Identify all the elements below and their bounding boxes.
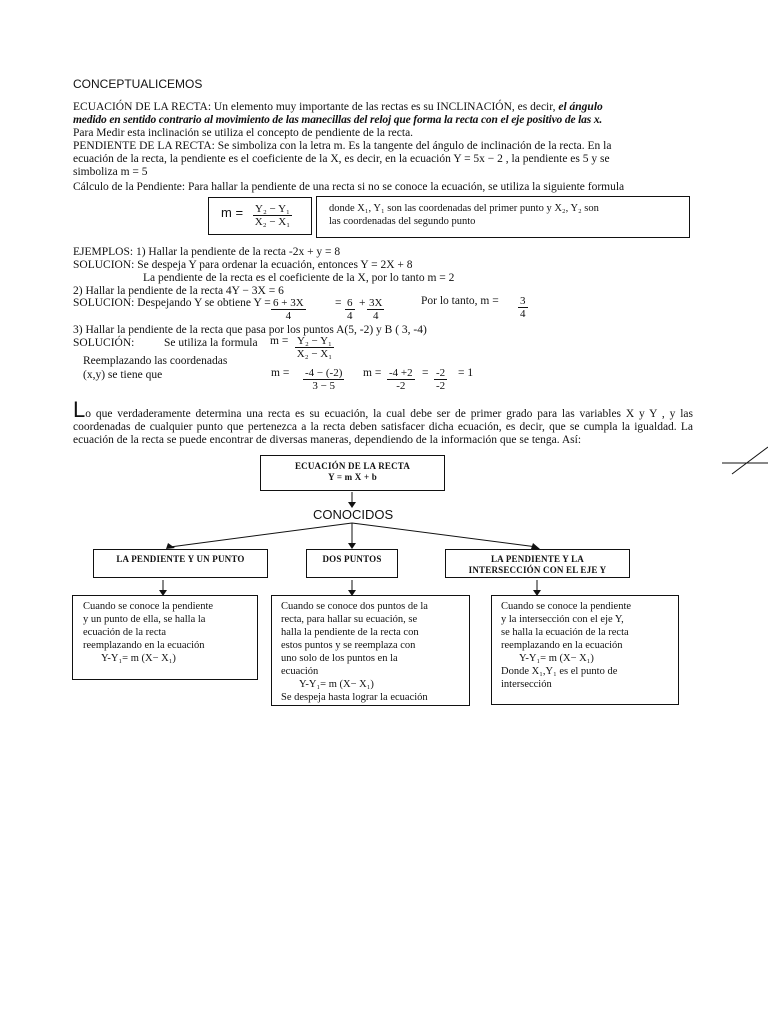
- intro-bold-1: el ángulo: [558, 101, 603, 113]
- calc-den-1: 3 − 5: [312, 380, 336, 392]
- sol2-plus: +: [359, 297, 366, 309]
- drop-cap: L: [73, 397, 86, 422]
- formula-lhs: m =: [221, 205, 244, 220]
- branch-3-line-2: y la intersección con el eje Y,: [501, 614, 624, 625]
- branch-3-equation: Y-Y₁= m (X− X₁): [519, 653, 594, 664]
- pendiente-line-4: Cálculo de la Pendiente: Para hallar la pendiente de una recta si no se conoce la ecuación, se utiliza la siguiente formula: [73, 181, 625, 193]
- paragraph-text: o que verdaderamente determina una recta es su ecuación, la cual debe ser de primer grado para las variables X y Y , y las coordenadas de cualquier punto que pertenezca a la recta deben satisfacer dicha ecuación, es decir, que se cumpla la igualdad. La ecuación de la recta se puede encontrar de diversas maneras, dependiendo de la información que se tenga. Así:: [73, 408, 693, 446]
- formula-desc-2: las coordenadas del segundo punto: [329, 216, 476, 227]
- sol2-den-1: 4: [285, 310, 292, 322]
- solution-1b: La pendiente de la recta es el coeficiente de la X, por lo tanto m = 2: [143, 272, 455, 284]
- pendiente-line-3: simboliza m = 5: [73, 166, 148, 178]
- branch-2-line-6: ecuación: [281, 666, 319, 677]
- branch-header-2-text: DOS PUNTOS: [322, 554, 382, 564]
- branch-header-3-text: LA PENDIENTE Y LA INTERSECCIÓN CON EL EJE Y: [468, 554, 607, 575]
- calc-result: = 1: [458, 367, 474, 379]
- branch-3-tail-2: intersección: [501, 679, 552, 690]
- calc-num-2: -4 +2: [389, 367, 413, 379]
- branch-2-equation: Y-Y₁= m (X− X₁): [299, 679, 374, 690]
- calc-m-2: m =: [363, 367, 382, 379]
- calc-den-2: -2: [396, 380, 406, 392]
- pendiente-line-2: ecuación de la recta, la pendiente es el coeficiente de la X, es decir, en la ecuación Y = 5x − 2 , la pendiente es 5 y se: [73, 153, 610, 165]
- calc-m-1: m =: [271, 367, 290, 379]
- branch-2-line-1: Cuando se conoce dos puntos de la: [281, 601, 428, 612]
- branch-header-pendiente-interseccion: [445, 549, 630, 578]
- calc-num-1: -4 − (-2): [305, 367, 343, 379]
- intro-label: ECUACIÓN DE LA RECTA: [73, 101, 208, 113]
- intro-line-2: medido en sentido contrario al movimiento de las manecillas del reloj que forma la recta con el eje positivo de las x.: [73, 114, 603, 126]
- sol2-m-num: 3: [520, 295, 526, 307]
- formula-denominator: X₂ − X₁: [254, 216, 291, 228]
- sol2-den-2: 4: [347, 310, 353, 322]
- diagram-root-box: [260, 455, 445, 491]
- branch-header-pendiente-punto: [93, 549, 268, 578]
- solution-3: SOLUCIÓN:: [73, 337, 135, 349]
- branch-3-line-3: se halla la ecuación de la recta: [501, 627, 629, 638]
- branch-body-pendiente-interseccion: [491, 595, 679, 705]
- branch-body-pendiente-punto: [72, 595, 258, 680]
- page-heading: CONCEPTUALICEMOS: [73, 77, 203, 91]
- sol2-num-1: 6 + 3X: [273, 297, 304, 309]
- diagram-known-label: CONOCIDOS: [313, 507, 394, 522]
- pendiente-label: PENDIENTE DE LA RECTA: [73, 140, 212, 152]
- branch-1-line-1: Cuando se conoce la pendiente: [83, 601, 214, 612]
- sol2-equals: =: [335, 297, 342, 309]
- branch-2-tail: Se despeja hasta lograr la ecuación: [281, 692, 428, 703]
- intro-line-3: Para Medir esta inclinación se utiliza el concepto de pendiente de la recta.: [73, 127, 414, 139]
- branch-3-tail-1: Donde X₁,Y₁ es el punto de: [501, 666, 618, 677]
- diagram-root-title: ECUACIÓN DE LA RECTA: [294, 461, 411, 471]
- branch-header-1-text: LA PENDIENTE Y UN PUNTO: [116, 554, 245, 564]
- branch-1-line-3: ecuación de la recta: [83, 627, 167, 638]
- sol2-por-lo-tanto: Por lo tanto, m =: [421, 295, 499, 307]
- branch-1-equation: Y-Y₁= m (X− X₁): [101, 653, 176, 664]
- branch-2-line-4: estos puntos y se reemplaza con: [281, 640, 416, 651]
- solution-3-formula: Se utiliza la formula: [164, 337, 258, 349]
- sol2-num-3: 3X: [369, 297, 383, 309]
- branch-2-line-2: recta, para hallar su ecuación, se: [281, 614, 418, 625]
- branch-1-line-2: y un punto de ella, se halla la: [83, 614, 206, 625]
- sol2-num-2: 6: [347, 297, 353, 309]
- branch-2-line-3: halla la pendiente de la recta con: [281, 627, 419, 638]
- branch-header-dos-puntos: [306, 549, 398, 578]
- example-1: EJEMPLOS: 1) Hallar la pendiente de la recta -2x + y = 8: [73, 246, 341, 258]
- solution-1: SOLUCION: Se despeja Y para ordenar la ecuación, entonces Y = 2X + 8: [73, 259, 413, 271]
- reemplazando-2: (x,y) se tiene que: [83, 369, 163, 381]
- sol3-den: X₂ − X₁: [296, 348, 333, 360]
- example-2: 2) Hallar la pendiente de la recta 4Y − 3X = 6: [73, 285, 284, 297]
- branch-3-line-4: reemplazando en la ecuación: [501, 640, 623, 651]
- solution-2: SOLUCION: Despejando Y se obtiene Y =: [73, 297, 271, 309]
- intro-text: : Un elemento muy importante de las rectas es su INCLINACIÓN, es decir,: [207, 101, 556, 113]
- calc-num-3: -2: [436, 367, 446, 379]
- sol2-den-3: 4: [372, 310, 379, 322]
- example-3: 3) Hallar la pendiente de la recta que pasa por los puntos A(5, -2) y B ( 3, -4): [73, 324, 427, 336]
- sol2-m-den: 4: [520, 308, 526, 320]
- formula-numerator: Y₂ − Y₁: [255, 203, 290, 215]
- calc-den-3: -2: [436, 380, 446, 392]
- branch-1-line-4: reemplazando en la ecuación: [83, 640, 205, 651]
- sol3-num: Y₂ − Y₁: [297, 335, 332, 347]
- branch-3-line-1: Cuando se conoce la pendiente: [501, 601, 632, 612]
- calc-equals: =: [422, 367, 429, 379]
- solution-3-m: m =: [270, 335, 289, 347]
- diagram-root-formula: Y = m X + b: [328, 472, 377, 482]
- formula-desc-1: donde X₁, Y₁ son las coordenadas del primer punto y X₂, Y₂ son: [329, 203, 599, 214]
- branch-2-line-5: uno solo de los puntos en la: [281, 653, 398, 664]
- pendiente-text-1: : Se simboliza con la letra m. Es la tangente del ángulo de inclinación de la recta. En la: [211, 140, 612, 152]
- branch-body-dos-puntos: [271, 595, 470, 706]
- reemplazando-1: Reemplazando las coordenadas: [83, 355, 228, 367]
